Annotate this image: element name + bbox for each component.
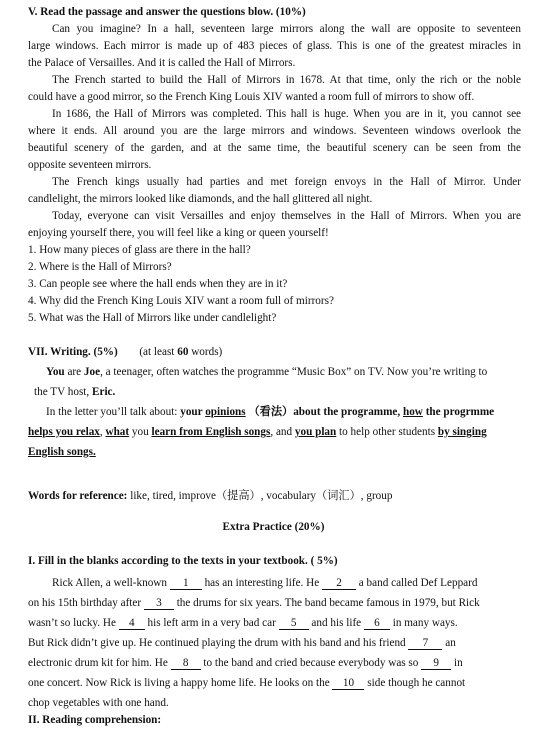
blank-7[interactable]: 7 — [408, 637, 442, 650]
section-7-heading-line — [28, 344, 547, 361]
question-1: 1. How many pieces of glass are there in the hall? — [28, 244, 251, 256]
cloze-text: to the band and cried because everybody was so — [200, 657, 422, 669]
cloze-text: his left arm in a very bad car — [144, 617, 279, 629]
blank-10[interactable]: 10 — [332, 677, 364, 690]
passage-line: enjoying yourself there, you will feel like a king or queen yourself! — [28, 227, 329, 239]
writing-text: You — [46, 366, 65, 378]
passage-line: The French started to build the Hall of Mirrors in 1678. At that time, only the rich or the noble — [52, 74, 521, 86]
cloze-text: and his life — [308, 617, 364, 629]
cloze-text: an — [442, 637, 456, 649]
word-count-prefix: (at least — [139, 346, 178, 358]
passage-line: In 1686, the Hall of Mirrors was completed. This hall is huge. When you are in it, you cannot see — [52, 108, 521, 120]
writing-text: you — [129, 426, 152, 438]
writing-line-3 — [46, 404, 547, 421]
cloze-text: Rick Allen, a well-known — [52, 577, 170, 589]
cloze-text: in many ways. — [389, 617, 458, 629]
writing-text: your — [180, 406, 206, 418]
blank-8[interactable]: 8 — [171, 657, 201, 670]
writing-line-1 — [46, 364, 547, 381]
writing-line-4 — [28, 424, 547, 441]
cloze-text: in — [451, 657, 463, 669]
writing-text: opinions — [205, 406, 246, 418]
writing-text: are — [64, 366, 84, 378]
passage-line: large windows. Each mirror is made up of 483 pieces of glass. This is one of the greatest miracles in — [28, 40, 521, 52]
cloze-line-2 — [28, 595, 547, 612]
blank-2[interactable]: 2 — [322, 577, 356, 590]
cloze-text: one concert. Now Rick is living a happy home life. He looks on the — [28, 677, 333, 689]
section-7-heading: VII. Writing. (5%) — [28, 346, 118, 358]
writing-text: you plan — [294, 426, 337, 438]
cloze-text: side though he cannot — [364, 677, 466, 689]
section-1-heading: I. Fill in the blanks according to the texts in your textbook. ( 5%) — [28, 555, 338, 567]
passage-line: where it ends. All around you are the large mirrors and windows. Seventeen windows overlook the — [28, 125, 521, 137]
cloze-line-1 — [52, 575, 547, 592]
writing-text: helps you relax — [28, 426, 100, 438]
cloze-text: on his 15th birthday after — [28, 597, 144, 609]
writing-text: the TV host, — [34, 386, 93, 398]
cloze-line-3 — [28, 615, 547, 632]
extra-practice-title: Extra Practice (20%) — [222, 521, 325, 533]
writing-text: , — [99, 426, 106, 438]
writing-text: how — [402, 406, 423, 418]
passage-line: Can you imagine? In a hall, seventeen large mirrors along the wall are opposite to seventeen — [52, 23, 521, 35]
reference-label: Words for reference: — [28, 490, 128, 502]
writing-text: In the letter you’ll talk about: — [46, 406, 181, 418]
writing-text: , and — [270, 426, 295, 438]
passage-line: candlelight, the mirrors looked like diamonds, and the hall glittered all night. — [28, 193, 373, 205]
writing-text: the progrmme — [422, 406, 495, 418]
writing-text: Eric. — [92, 386, 116, 398]
cloze-text: a band called Def Leppard — [356, 577, 478, 589]
question-2: 2. Where is the Hall of Mirrors? — [28, 261, 172, 273]
writing-text: learn from English songs — [151, 426, 271, 438]
word-count-suffix: words) — [188, 346, 223, 358]
blank-5[interactable]: 5 — [279, 617, 309, 630]
writing-text: （看法）about the programme, — [245, 406, 403, 418]
writing-text: , a teenager, often watches the programme “Music Box” on TV. Now you’re writing to — [100, 366, 488, 378]
cloze-line-6 — [28, 675, 547, 692]
blank-3[interactable]: 3 — [144, 597, 174, 610]
words-for-reference — [28, 488, 547, 505]
cloze-line-4 — [28, 635, 547, 652]
blank-6[interactable]: 6 — [364, 617, 390, 630]
writing-line-2 — [34, 384, 547, 401]
passage-line: the Palace of Versailles. And it is called the Hall of Mirrors. — [28, 57, 296, 69]
cloze-text: wasn’t so lucky. He — [28, 617, 119, 629]
writing-text: what — [105, 426, 130, 438]
cloze-text: has an interesting life. He — [201, 577, 322, 589]
section-2-heading: II. Reading comprehension: — [28, 714, 162, 726]
writing-text: to help other students — [336, 426, 438, 438]
passage-line: beautiful scenery of the garden, and at the same time, the beautiful scenery can be seen from the — [28, 142, 521, 154]
cloze-line-7: chop vegetables with one hand. — [28, 697, 169, 709]
blank-9[interactable]: 9 — [421, 657, 451, 670]
writing-text: by singing — [437, 426, 487, 438]
section-5-heading: V. Read the passage and answer the questions blow. (10%) — [28, 6, 306, 18]
passage-line: Today, everyone can visit Versailles and enjoy themselves in the Hall of Mirrors. When you are — [52, 210, 521, 222]
blank-1[interactable]: 1 — [170, 577, 202, 590]
passage-line: could have a good mirror, so the French King Louis XIV wanted a room full of mirrors to show off. — [28, 91, 475, 103]
question-3: 3. Can people see where the hall ends when they are in it? — [28, 278, 288, 290]
writing-line-5: English songs. — [28, 446, 96, 458]
blank-4[interactable]: 4 — [119, 617, 145, 630]
question-4: 4. Why did the French King Louis XIV want a room full of mirrors? — [28, 295, 334, 307]
cloze-text: the drums for six years. The band became famous in 1979, but Rick — [173, 597, 480, 609]
passage-line: opposite seventeen mirrors. — [28, 159, 152, 171]
writing-text: Joe — [83, 366, 101, 378]
cloze-text: electronic drum kit for him. He — [28, 657, 171, 669]
cloze-text: But Rick didn’t give up. He continued playing the drum with his band and his friend — [28, 637, 409, 649]
question-5: 5. What was the Hall of Mirrors like under candlelight? — [28, 312, 277, 324]
passage-line: The French kings usually had parties and met foreign envoys in the Hall of Mirror. Under — [52, 176, 521, 188]
word-count: 60 — [177, 346, 189, 358]
reference-words: like, tired, improve（提高）, vocabulary（词汇）, group — [127, 490, 393, 502]
cloze-line-5 — [28, 655, 547, 672]
